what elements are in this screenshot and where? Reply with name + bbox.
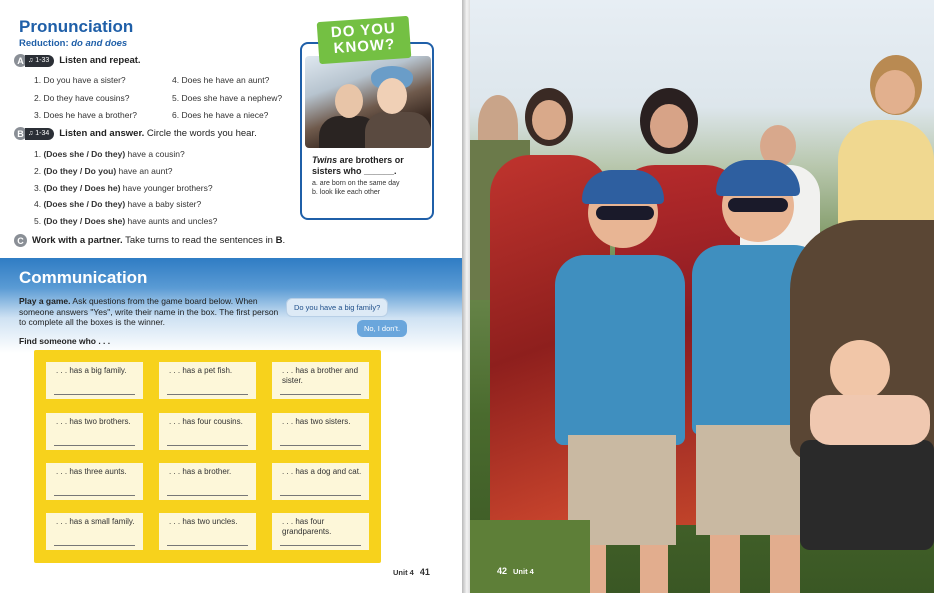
- board-cell[interactable]: . . . has a dog and cat.: [272, 463, 369, 500]
- write-line[interactable]: [280, 495, 361, 496]
- board-cell[interactable]: . . . has a pet fish.: [159, 362, 256, 399]
- board-cell[interactable]: . . . has a small family.: [46, 513, 143, 550]
- page-gutter: [462, 0, 470, 593]
- write-line[interactable]: [280, 445, 361, 446]
- pronunciation-title: Pronunciation: [19, 17, 134, 36]
- audio-track-badge[interactable]: ♫ 1-33: [25, 55, 54, 67]
- section-c-title: Work with a partner. Take turns to read the sentences in B.: [32, 235, 286, 246]
- board-cell[interactable]: . . . has four grandparents.: [272, 513, 369, 550]
- do-you-know-question: Twins are brothers or sisters who ______.: [312, 155, 404, 176]
- write-line[interactable]: [280, 394, 361, 395]
- write-line[interactable]: [54, 495, 135, 496]
- answer-option-b: b. look like each other: [312, 189, 381, 196]
- twins-photo: [305, 56, 431, 148]
- board-cell[interactable]: . . . has two brothers.: [46, 413, 143, 450]
- list-item: 3. Does he have a brother?: [34, 110, 138, 120]
- write-line[interactable]: [167, 495, 248, 496]
- list-item: 2. Do they have cousins?: [34, 93, 130, 103]
- list-item: 4. (Does she / Do they) have a baby sister?: [34, 199, 202, 209]
- list-item: 2. (Do they / Do you) have an aunt?: [34, 166, 173, 176]
- section-b-letter: B: [14, 127, 27, 140]
- find-someone-label: Find someone who . . .: [19, 336, 111, 346]
- section-c-header: [14, 234, 285, 247]
- section-b-header: [14, 127, 257, 140]
- write-line[interactable]: [54, 394, 135, 395]
- write-line[interactable]: [167, 545, 248, 546]
- communication-instructions: Play a game. Ask questions from the game board below. When someone answers "Yes", write their name in the box. The first person to complete all the boxes is the winner.: [19, 296, 279, 327]
- section-c-letter: C: [14, 234, 27, 247]
- section-a-title: Listen and repeat.: [59, 55, 141, 66]
- right-page-footer: 42 Unit 4: [497, 566, 534, 576]
- pronunciation-subtitle: Reduction: do and does: [19, 38, 128, 49]
- board-cell[interactable]: . . . has a brother.: [159, 463, 256, 500]
- family-photo: [470, 0, 934, 593]
- write-line[interactable]: [54, 445, 135, 446]
- list-item: 5. (Do they / Does she) have aunts and uncles?: [34, 216, 218, 226]
- board-cell[interactable]: . . . has two sisters.: [272, 413, 369, 450]
- answer-option-a: a. are born on the same day: [312, 180, 400, 187]
- list-item: 1. Do you have a sister?: [34, 75, 126, 85]
- speech-bubble-answer: No, I don't.: [357, 320, 407, 337]
- game-board: [34, 350, 381, 563]
- write-line[interactable]: [280, 545, 361, 546]
- write-line[interactable]: [167, 394, 248, 395]
- list-item: 1. (Does she / Do they) have a cousin?: [34, 149, 185, 159]
- board-cell[interactable]: . . . has two uncles.: [159, 513, 256, 550]
- left-page: [0, 0, 462, 593]
- section-a-header: [14, 54, 141, 67]
- list-item: 3. (Do they / Does he) have younger brothers?: [34, 183, 213, 193]
- board-cell[interactable]: . . . has four cousins.: [159, 413, 256, 450]
- headphones-icon: ♫: [28, 57, 34, 64]
- list-item: 5. Does she have a nephew?: [172, 93, 283, 103]
- headphones-icon: ♫: [28, 130, 34, 137]
- audio-track-badge[interactable]: ♫ 1-34: [25, 128, 54, 140]
- write-line[interactable]: [54, 545, 135, 546]
- board-cell[interactable]: . . . has three aunts.: [46, 463, 143, 500]
- do-you-know-badge: DO YOU KNOW?: [317, 16, 412, 64]
- left-page-footer: Unit 4 41: [393, 567, 430, 577]
- list-item: 6. Does he have a niece?: [172, 110, 269, 120]
- speech-bubble-question: Do you have a big family?: [286, 298, 388, 317]
- section-a-letter: A: [14, 54, 27, 67]
- section-b-title: Listen and answer. Circle the words you hear.: [59, 128, 257, 139]
- write-line[interactable]: [167, 445, 248, 446]
- communication-title: Communication: [19, 268, 148, 287]
- board-cell[interactable]: . . . has a big family.: [46, 362, 143, 399]
- board-cell[interactable]: . . . has a brother and sister.: [272, 362, 369, 399]
- list-item: 4. Does he have an aunt?: [172, 75, 270, 85]
